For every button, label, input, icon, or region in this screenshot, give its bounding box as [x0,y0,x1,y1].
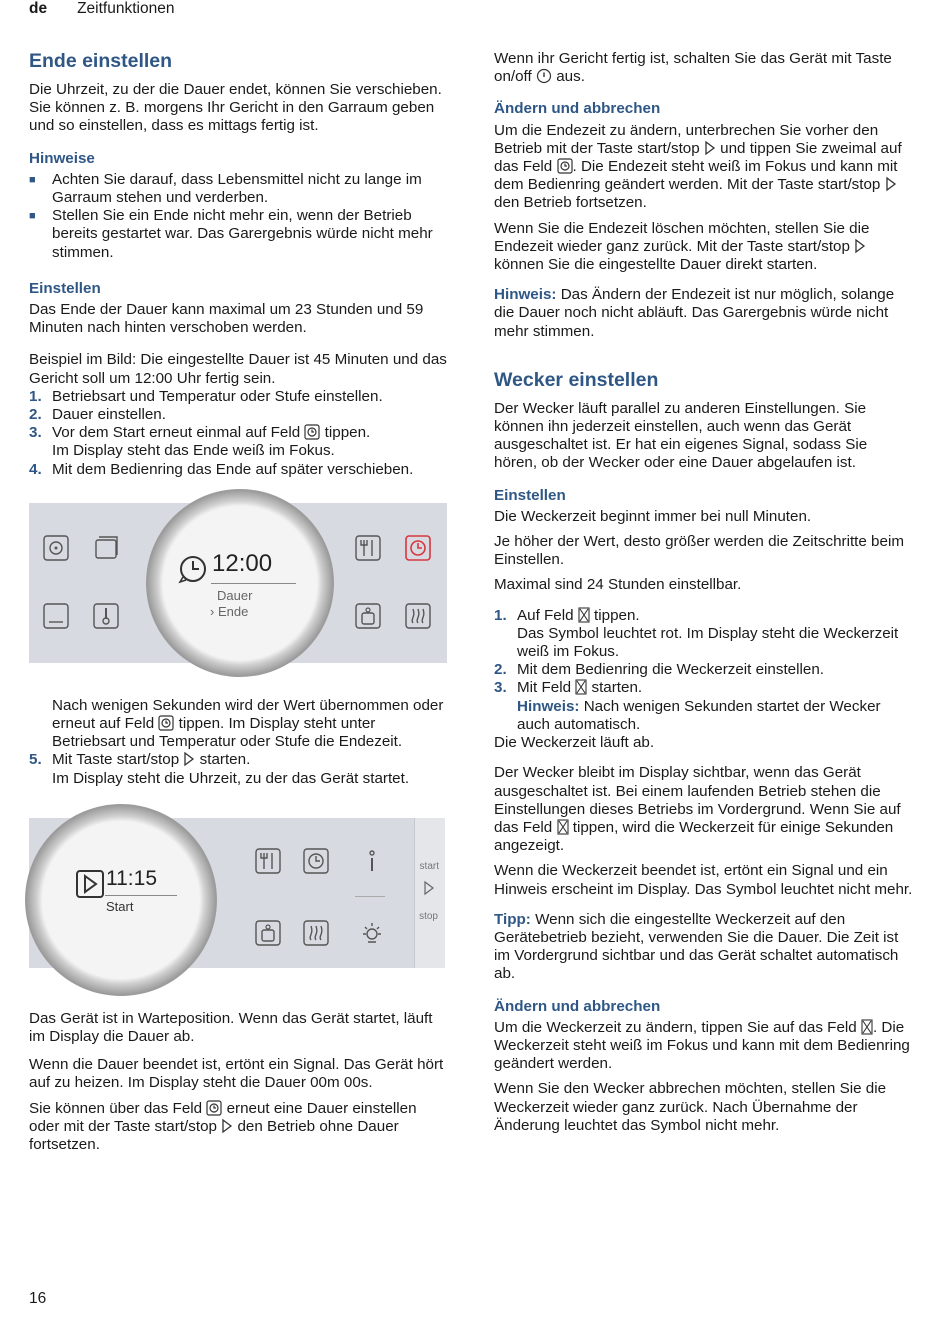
feld-paragraph: Sie können über das Feld erneut eine Dauer einstellen oder mit der Taste start/stop den Betrieb ohne Dauer fortsetzen. [29,1099,417,1154]
ausschalten-paragraph: Wenn ihr Gericht fertig ist, schalten Sie das Gerät mit Taste on/off aus. [494,50,892,86]
display-divider [211,583,296,584]
section-title: Zeitfunktionen [77,0,175,17]
steam-icon[interactable] [405,603,431,629]
start-label: start [419,860,439,872]
aendern-heading: Ändern und abbrechen [494,100,661,118]
control-panel-figure-start [29,818,445,968]
hourglass-icon [861,1019,873,1035]
display-line-dauer: Dauer [217,587,253,603]
bullet-item: ■ Achten Sie darauf, dass Lebensmittel nicht zu lange im Garraum stehen und verderben. [29,170,422,207]
display-line-start: Start [106,898,134,914]
page-number: 16 [29,1290,47,1307]
timer-field-icon [304,424,320,440]
einstellen-heading: Einstellen [29,279,101,297]
light-icon[interactable] [359,920,385,946]
after-step-paragraph: Nach wenigen Sekunden wird der Wert übernommen oder erneut auf Feld tippen. Im Display steht unter Betriebsart und Temperatur oder Stufe die Endezeit. [52,696,444,751]
wecker-abbrechen-paragraph: Wenn Sie den Wecker abbrechen möchten, stellen Sie die Weckerzeit wieder ganz zurück. Nach Übernahme der Änderung leuchtet das Symbol nicht mehr. [494,1080,887,1134]
thermometer-icon[interactable] [93,603,119,629]
display-line-ende: › Ende [210,603,249,619]
hourglass-icon [557,819,569,835]
hinweis-paragraph: Hinweis: Das Ändern der Endezeit ist nur möglich, solange die Dauer noch nicht abläuft. Das Garergebnis würde nicht mehr stimmen. [494,286,895,340]
clock-end-icon [177,553,209,585]
warteposition-paragraph: Das Gerät ist in Warteposition. Wenn das Gerät startet, läuft im Display die Dauer ab. [29,1009,433,1046]
step-item: 2. Mit dem Bedienring die Weckerzeit einstellen. [494,661,824,679]
display-time: 11:15 [106,866,157,890]
steam-icon[interactable] [303,920,329,946]
wecker-intro-paragraph: Der Wecker läuft parallel zu anderen Einstellungen. Sie können ihn jederzeit einstellen, auch wenn das Gerät ausgeschaltet ist. Er hat ein eigenes Signal, sodass Sie hören, ob der Wecker oder eine Dauer abgelaufen ist. [494,399,868,472]
step-item: 4. Mit dem Bedienring das Ende auf später verschieben. [29,460,414,478]
wecker-einstellen-heading: Einstellen [494,486,566,504]
bullet-square-icon: ■ [29,173,36,186]
dauer-beendet-paragraph: Wenn die Dauer beendet ist, ertönt ein Signal. Das Gerät hört auf zu heizen. Im Display steht die Dauer 00m 00s. [29,1056,444,1092]
info-icon[interactable] [359,848,385,874]
timer-field-icon [206,1100,222,1116]
menu-icon[interactable] [43,603,69,629]
step-item: 5. Mit Taste start/stop starten. Im Display steht die Uhrzeit, zu der das Gerät startet. [29,751,410,787]
step-item: 2. Dauer einstellen. [29,406,166,424]
hourglass-icon [578,607,590,623]
control-panel-figure-end [29,503,447,663]
start-stop-icon [885,176,897,192]
left-column [29,48,449,1161]
page-header [29,0,174,18]
weckerzeit-null-paragraph: Die Weckerzeit beginnt immer bei null Minuten. [494,507,812,525]
hinweise-heading: Hinweise [29,149,95,167]
einstellen-paragraph: Das Ende der Dauer kann maximal um 23 Stunden und 59 Minuten nach hinten verschoben werden. [29,301,424,337]
on-off-icon [536,68,552,84]
loeschen-paragraph: Wenn Sie die Endezeit löschen möchten, stellen Sie die Endezeit wieder ganz zurück. Mit der Taste start/stop können Sie die eingestellte Dauer direkt starten. [494,219,870,274]
weight-icon[interactable] [255,920,281,946]
language-code: de [29,0,48,17]
aendern-paragraph: Um die Endezeit zu ändern, unterbrechen Sie vorher den Betrieb mit der Taste start/stop und tippen Sie zweimal auf das Feld . Die Endezeit steht weiß im Fokus und kann mit dem Bedienring geändert werden. Mit der Taste start/stop den Betrieb fortsetzen. [494,121,902,212]
timer-field-icon [158,715,174,731]
timer-field-icon [557,158,573,174]
wecker-sichtbar-paragraph: Der Wecker bleibt im Display sichtbar, wenn das Gerät ausgeschaltet ist. Bei einem laufenden Betrieb stehen die Einstellungen dieses Betriebs im Vordergrund. Wenn Sie auf das Feld tippen, wird die Weckerzeit für einige Sekunden angezeigt. [494,764,901,855]
start-stop-icon [221,1118,233,1134]
intro-paragraph: Die Uhrzeit, zu der die Dauer endet, können Sie verschieben. Sie können z. B. morgens Ihr Gericht in den Garraum geben und so einstellen, dass es mittags fertig ist. [29,81,442,135]
step-item: 1. Betriebsart und Temperatur oder Stufe einstellen. [29,387,383,405]
step-item: 3. Mit Feld starten. Hinweis: Nach wenigen Sekunden startet der Wecker auch automatisch. [494,679,881,733]
baking-tray-icon[interactable] [93,535,119,561]
aendern-abbrechen-heading: Ändern und abbrechen [494,997,661,1015]
zeitschritte-paragraph: Je höher der Wert, desto größer werden die Zeitschritte beim Einstellen. [494,533,904,569]
bullet-square-icon: ■ [29,210,36,223]
display-divider [105,895,177,896]
section-heading-ende: Ende einstellen [29,50,173,72]
divider-line [355,896,385,897]
weight-icon[interactable] [355,603,381,629]
weckerzeit-beendet-paragraph: Wenn die Weckerzeit beendet ist, ertönt ein Signal und ein Hinweis erscheint im Display. Das Symbol leuchtet nicht mehr. [494,862,913,898]
timer-active-icon[interactable] [405,535,431,561]
hourglass-icon [575,679,587,695]
start-stop-icon [183,751,195,767]
cutlery-icon[interactable] [355,535,381,561]
wecker-aendern-paragraph: Um die Weckerzeit zu ändern, tippen Sie auf das Feld . Die Weckerzeit steht weiß im Fokus und kann mit dem Bedienring geändert werden. [494,1018,910,1073]
maximal-paragraph: Maximal sind 24 Stunden einstellbar. [494,576,742,594]
play-icon [76,870,104,898]
beispiel-paragraph: Beispiel im Bild: Die eingestellte Dauer ist 45 Minuten und das Gericht soll um 12:00 Uhr fertig sein. [29,351,447,387]
heating-mode-icon[interactable] [43,535,69,561]
step-item: 1. Auf Feld tippen. Das Symbol leuchtet rot. Im Display steht die Weckerzeit weiß im Fokus. [494,606,899,661]
step-item: 3. Vor dem Start erneut einmal auf Feld tippen. Im Display steht das Ende weiß im Fokus. [29,424,371,460]
section-heading-wecker: Wecker einstellen [494,368,659,391]
weckerzeit-laeuft-paragraph: Die Weckerzeit läuft ab. [494,734,655,752]
start-stop-icon [704,140,716,156]
right-column [494,50,914,1142]
tipp-paragraph: Tipp: Wenn sich die eingestellte Weckerzeit auf den Gerätebetrieb bezieht, verwenden Sie die Dauer. Die Zeit ist im Vordergrund sichtbar und das Gerät schaltet automatisch ab. [494,910,899,983]
timer-icon[interactable] [303,848,329,874]
stop-label: stop [419,910,438,922]
cutlery-icon[interactable] [255,848,281,874]
display-time: 12:00 [212,549,273,577]
start-stop-button-icon[interactable] [423,880,435,896]
start-stop-icon [854,238,866,254]
bullet-item: ■ Stellen Sie ein Ende nicht mehr ein, wenn der Betrieb bereits gestartet war. Das Garergebnis würde nicht mehr stimmen. [29,207,433,261]
